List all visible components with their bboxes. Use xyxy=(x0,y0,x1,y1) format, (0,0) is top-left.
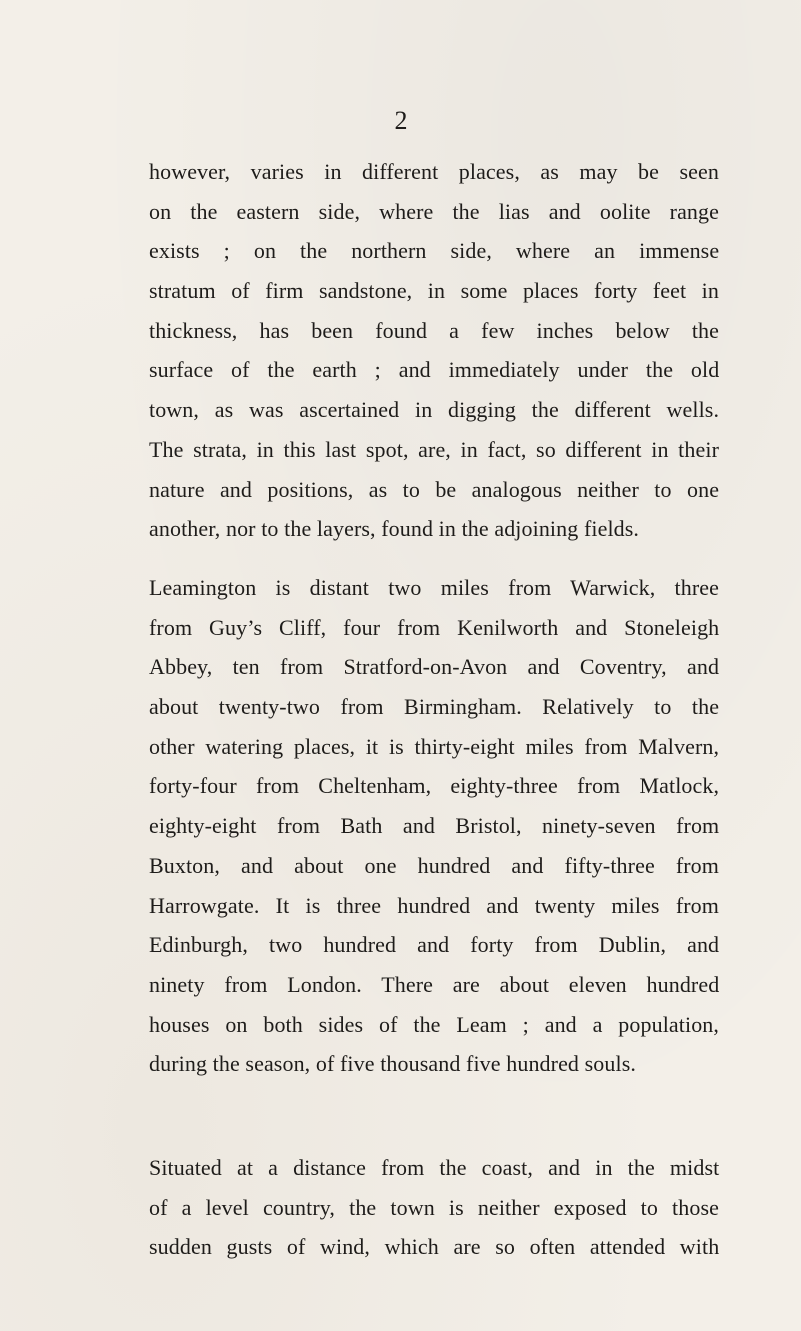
text-line: on the eastern side, where the lias and oolite range xyxy=(149,198,719,224)
text-line: Harrowgate. It is three hundred and twenty miles from xyxy=(149,892,719,918)
text-line: about twenty-two from Birmingham. Relatively to the xyxy=(149,694,720,720)
text-line: nature and positions, as to be analogous neither to one xyxy=(149,476,720,502)
text-line: stratum of firm sandstone, in some places forty feet in xyxy=(149,278,719,304)
text-line: exists ; on the northern side, where an immense xyxy=(149,238,720,264)
text-line: eighty-eight from Bath and Bristol, ninety-seven from xyxy=(149,813,720,839)
text-line: during the season, of five thousand five hundred souls. xyxy=(149,1051,636,1077)
text-line: surface of the earth ; and immediately under the old xyxy=(149,357,720,383)
paragraph-geology xyxy=(149,152,719,549)
paragraph-situation xyxy=(149,1148,719,1267)
text-line: from Guy’s Cliff, four from Kenilworth and Stoneleigh xyxy=(149,614,720,640)
text-line: of a level country, the town is neither exposed to those xyxy=(149,1194,719,1220)
text-line: The strata, in this last spot, are, in fact, so different in their xyxy=(149,436,719,462)
text-line: Edinburgh, two hundred and forty from Dublin, and xyxy=(149,932,720,958)
text-line: houses on both sides of the Leam ; and a population, xyxy=(149,1011,719,1037)
text-line: Abbey, ten from Stratford-on-Avon and Coventry, and xyxy=(149,654,720,680)
text-line: however, varies in different places, as may be seen xyxy=(149,159,719,184)
text-line: another, nor to the layers, found in the adjoining fields. xyxy=(149,516,640,542)
text-line: ninety from London. There are about eleven hundred xyxy=(149,971,720,997)
text-line: Leamington is distant two miles from Warwick, three xyxy=(149,575,719,600)
text-line: town, as was ascertained in digging the different wells. xyxy=(149,397,720,423)
text-line: Buxton, and about one hundred and fifty-three from xyxy=(149,852,719,878)
text-line: thickness, has been found a few inches below the xyxy=(149,317,719,343)
page-number: 2 xyxy=(394,106,408,135)
text-line: other watering places, it is thirty-eight miles from Malvern, xyxy=(149,733,720,759)
text-line: sudden gusts of wind, which are so often attended with xyxy=(149,1234,720,1260)
paragraph-distances xyxy=(149,568,719,1084)
text-line: Situated at a distance from the coast, and in the midst xyxy=(149,1155,720,1180)
text-line: forty-four from Cheltenham, eighty-three from Matlock, xyxy=(149,773,720,799)
